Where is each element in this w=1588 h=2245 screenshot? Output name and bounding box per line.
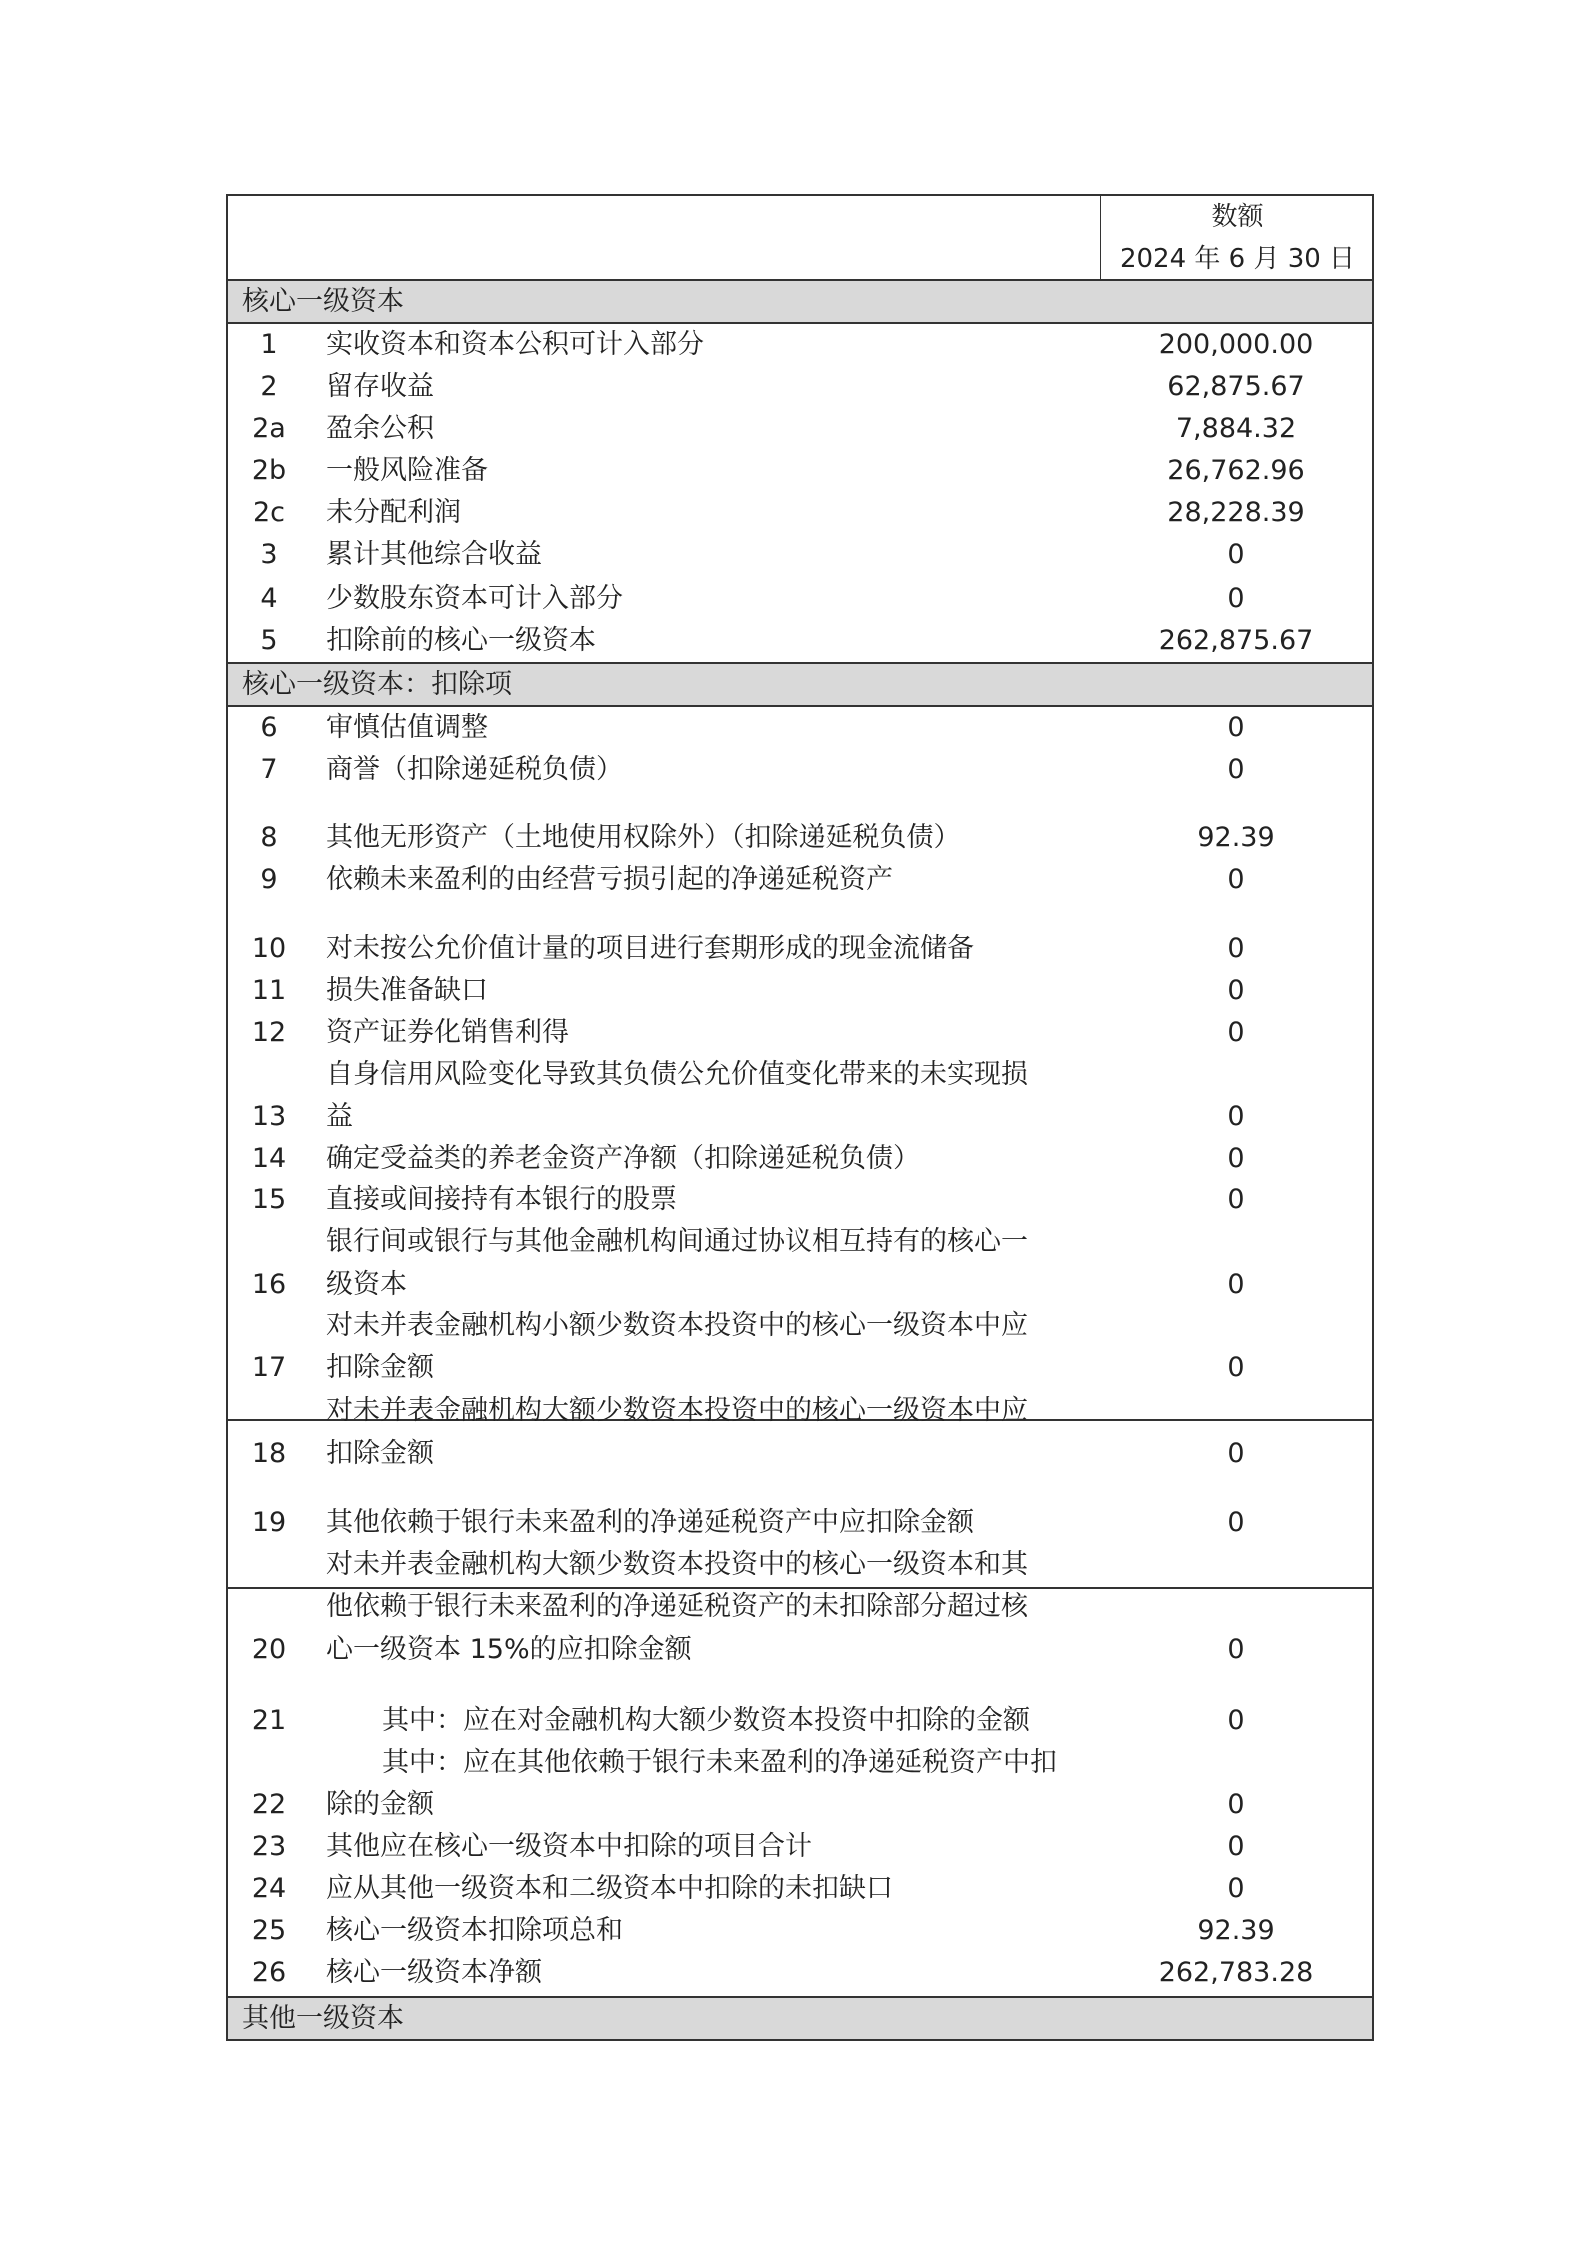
row-item: 留存收益 — [326, 371, 434, 402]
row-item-line: 自身信用风险变化导致其负债公允价值变化带来的未实现损 — [326, 1059, 1028, 1090]
row-item: 审慎估值调整 — [326, 712, 488, 743]
row-number: 25 — [251, 1915, 287, 1946]
row-number: 15 — [251, 1184, 287, 1215]
row-value: 200,000.00 — [1158, 329, 1314, 360]
row-item-line: 扣除金额 — [326, 1352, 434, 1383]
row-number: 10 — [251, 933, 287, 964]
row-value: 0 — [1227, 1705, 1245, 1736]
row-number: 8 — [260, 822, 278, 853]
row-item: 直接或间接持有本银行的股票 — [326, 1184, 677, 1215]
row-item: 其他无形资产（土地使用权除外）（扣除递延税负债） — [326, 822, 961, 853]
table-header — [226, 194, 1374, 281]
row-number: 2 — [260, 371, 278, 402]
row-value: 0 — [1227, 1873, 1245, 1904]
row-value: 0 — [1227, 754, 1245, 785]
row-value: 92.39 — [1197, 822, 1275, 853]
row-number: 5 — [260, 625, 278, 656]
row-value: 7,884.32 — [1175, 413, 1297, 444]
section-header-other-tier1 — [226, 1996, 1374, 2041]
row-number: 21 — [251, 1705, 287, 1736]
row-value: 0 — [1227, 933, 1245, 964]
row-number: 11 — [251, 975, 287, 1006]
row-item: 确定受益类的养老金资产净额（扣除递延税负债） — [326, 1143, 920, 1174]
section-title: 其他一级资本 — [242, 2003, 404, 2034]
row-item: 累计其他综合收益 — [326, 539, 542, 570]
row-item-line: 对未并表金融机构小额少数资本投资中的核心一级资本中应 — [326, 1310, 1028, 1341]
row-item: 其他依赖于银行未来盈利的净递延税资产中应扣除金额 — [326, 1507, 974, 1538]
row-value: 28,228.39 — [1167, 497, 1305, 528]
row-item-line: 对未并表金融机构大额少数资本投资中的核心一级资本中应 — [326, 1395, 1028, 1426]
row-number: 9 — [260, 864, 278, 895]
row-value: 0 — [1227, 712, 1245, 743]
section-header-core-tier1 — [226, 279, 1374, 324]
row-item: 资产证券化销售利得 — [326, 1017, 569, 1048]
capital-table — [226, 194, 1374, 2042]
section-body-core-tier1-cont — [226, 578, 1374, 662]
row-value: 0 — [1227, 864, 1245, 895]
row-number: 7 — [260, 754, 278, 785]
row-number: 16 — [251, 1269, 287, 1300]
row-number: 2a — [252, 413, 286, 444]
row-item: 对未按公允价值计量的项目进行套期形成的现金流储备 — [326, 933, 974, 964]
row-number: 19 — [251, 1507, 287, 1538]
row-item: 其他应在核心一级资本中扣除的项目合计 — [326, 1831, 812, 1862]
row-item: 损失准备缺口 — [326, 975, 488, 1006]
row-item-line: 级资本 — [326, 1269, 407, 1300]
row-item-line: 除的金额 — [326, 1789, 434, 1820]
row-item: 扣除前的核心一级资本 — [326, 625, 596, 656]
row-value: 262,783.28 — [1158, 1957, 1314, 1988]
row-number: 20 — [251, 1634, 287, 1665]
row-number: 1 — [260, 329, 278, 360]
row-value: 0 — [1227, 1507, 1245, 1538]
row-item-line: 其中：应在其他依赖于银行未来盈利的净递延税资产中扣 — [382, 1747, 1057, 1778]
row-number: 3 — [260, 539, 278, 570]
row-item: 应从其他一级资本和二级资本中扣除的未扣缺口 — [326, 1873, 893, 1904]
row-number: 14 — [251, 1143, 287, 1174]
row-number: 24 — [251, 1873, 287, 1904]
amount-label: 数额 — [1211, 202, 1264, 232]
section-body-deductions — [226, 707, 1374, 1996]
row-number: 12 — [251, 1017, 287, 1048]
row-number: 26 — [251, 1957, 287, 1988]
row-value: 0 — [1227, 1184, 1245, 1215]
row-value: 0 — [1227, 1143, 1245, 1174]
row-value: 62,875.67 — [1167, 371, 1305, 402]
row-number: 2c — [252, 497, 286, 528]
row-number: 6 — [260, 712, 278, 743]
row-item-line: 扣除金额 — [326, 1438, 434, 1469]
row-value: 0 — [1227, 975, 1245, 1006]
row-value: 0 — [1227, 539, 1245, 570]
section-body-core-tier1 — [226, 324, 1374, 578]
row-item: 未分配利润 — [326, 497, 461, 528]
row-value: 0 — [1227, 583, 1245, 614]
row-number: 13 — [251, 1101, 287, 1132]
row-value: 0 — [1227, 1789, 1245, 1820]
row-value: 0 — [1227, 1352, 1245, 1383]
row-item: 其中：应在对金融机构大额少数资本投资中扣除的金额 — [382, 1705, 1030, 1736]
row-item: 商誉（扣除递延税负债） — [326, 754, 623, 785]
row-item: 依赖未来盈利的由经营亏损引起的净递延税资产 — [326, 864, 893, 895]
row-item: 盈余公积 — [326, 413, 434, 444]
row-value: 0 — [1227, 1831, 1245, 1862]
row-item-line: 对未并表金融机构大额少数资本投资中的核心一级资本和其 — [326, 1549, 1028, 1580]
row-item: 一般风险准备 — [326, 455, 488, 486]
date-label: 2024 年 6 月 30 日 — [1119, 244, 1356, 274]
row-item-line: 心一级资本 15%的应扣除金额 — [326, 1634, 692, 1665]
row-number: 17 — [251, 1352, 287, 1383]
row-number: 23 — [251, 1831, 287, 1862]
row-number: 22 — [251, 1789, 287, 1820]
row-value: 0 — [1227, 1017, 1245, 1048]
row-value: 0 — [1227, 1269, 1245, 1300]
row-value: 26,762.96 — [1167, 455, 1305, 486]
row-value: 262,875.67 — [1158, 625, 1314, 656]
row-number: 18 — [251, 1438, 287, 1469]
row-item-line: 他依赖于银行未来盈利的净递延税资产的未扣除部分超过核 — [326, 1591, 1028, 1622]
row-value: 92.39 — [1197, 1915, 1275, 1946]
amount-column-header — [1100, 196, 1374, 283]
row-number: 4 — [260, 583, 278, 614]
row-item: 实收资本和资本公积可计入部分 — [326, 329, 704, 360]
section-header-deductions — [226, 662, 1374, 707]
row-item: 核心一级资本扣除项总和 — [326, 1915, 623, 1946]
row-value: 0 — [1227, 1634, 1245, 1665]
row-item-line: 益 — [326, 1101, 353, 1132]
row-value: 0 — [1227, 1101, 1245, 1132]
section-title: 核心一级资本 — [242, 286, 404, 317]
row-item-line: 银行间或银行与其他金融机构间通过协议相互持有的核心一 — [326, 1226, 1028, 1257]
row-number: 2b — [251, 455, 287, 486]
row-value: 0 — [1227, 1438, 1245, 1469]
section-title: 核心一级资本：扣除项 — [242, 669, 512, 700]
row-item: 少数股东资本可计入部分 — [326, 583, 623, 614]
row-item: 核心一级资本净额 — [326, 1957, 542, 1988]
